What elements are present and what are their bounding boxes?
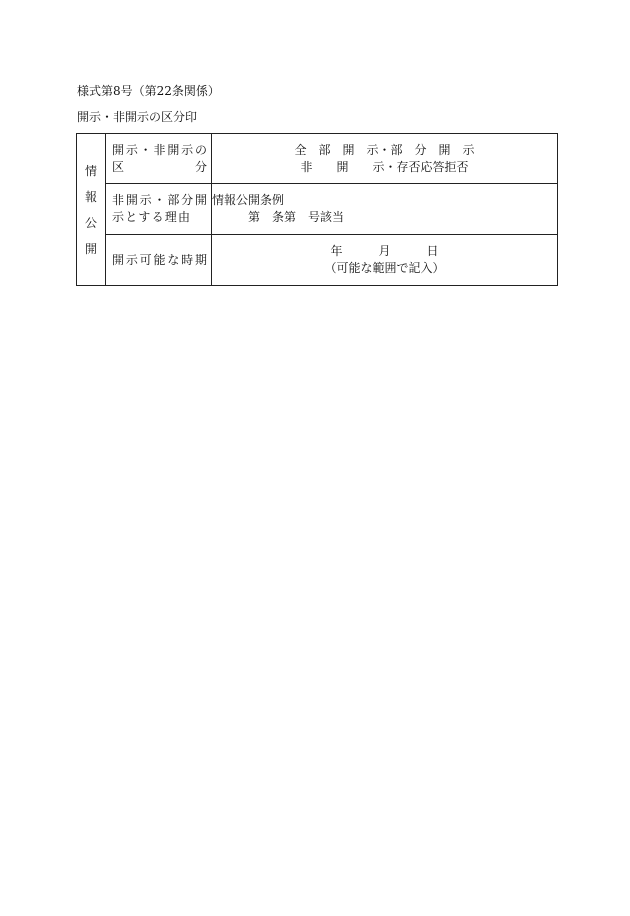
classification-value [212,134,558,184]
form-number-label: 様式第8号（第22条関係） [77,84,220,98]
timing-label [106,235,212,286]
classification-label-line1 [112,142,207,159]
label-char: 理 [164,210,177,224]
label-char: 分 [194,159,207,174]
label-char: 示 [139,193,152,207]
classification-value-line2: 非 開 示・存否応答拒否 [300,159,469,174]
side-char: 報 [84,189,97,204]
label-char: 分 [181,193,194,207]
classification-label-line2 [112,159,207,176]
timing-label-line1 [112,252,207,269]
label-char: 開 [112,252,125,267]
stamp-row-reason [77,184,558,235]
label-char: 示 [125,252,138,267]
label-char: 能 [153,252,166,267]
label-char: 区 [112,159,125,174]
classification-value-line1: 全 部 開 示・部 分 開 示 [294,142,475,157]
label-char: す [138,210,151,224]
label-char: ・ [139,142,152,157]
label-char: 開 [125,193,138,207]
label-char: 非 [112,193,125,207]
label-char: 開 [167,142,180,157]
stamp-side-heading [77,134,106,286]
label-char: 示 [112,210,125,224]
label-char: の [194,142,207,157]
timing-value-line1: 年 月 日 [330,244,439,258]
label-char: 部 [167,193,180,207]
label-char: 開 [112,142,125,157]
reason-label-line2 [112,209,190,226]
label-char: る [151,210,164,224]
stamp-title: 開示・非開示の区分印 [77,110,198,124]
label-char: 期 [194,252,207,267]
stamp-row-timing [77,235,558,286]
reason-label [106,184,212,235]
reason-label-line1 [112,192,207,209]
label-char: 示 [181,142,194,157]
timing-value-line2: （可能な範囲で記入） [324,261,445,275]
label-char: 時 [181,252,194,267]
side-char: 情 [84,163,97,178]
reason-value-line2: 第 条第 号該当 [248,210,345,224]
classification-label [106,134,212,184]
reason-value-line1: 情報公開条例 [212,193,285,207]
label-char: 開 [194,193,207,207]
stamp-row-classification [77,134,558,184]
label-char: と [125,210,138,224]
label-char: な [167,252,180,267]
reason-value [212,184,558,235]
side-char: 公 [84,215,97,230]
label-char: 非 [153,142,166,157]
label-char: 可 [139,252,152,267]
disclosure-classification-stamp [76,133,558,286]
label-char: ・ [153,193,166,207]
timing-value [212,235,558,286]
label-char: 示 [125,142,138,157]
label-char: 由 [177,210,190,224]
side-char: 開 [84,241,97,256]
